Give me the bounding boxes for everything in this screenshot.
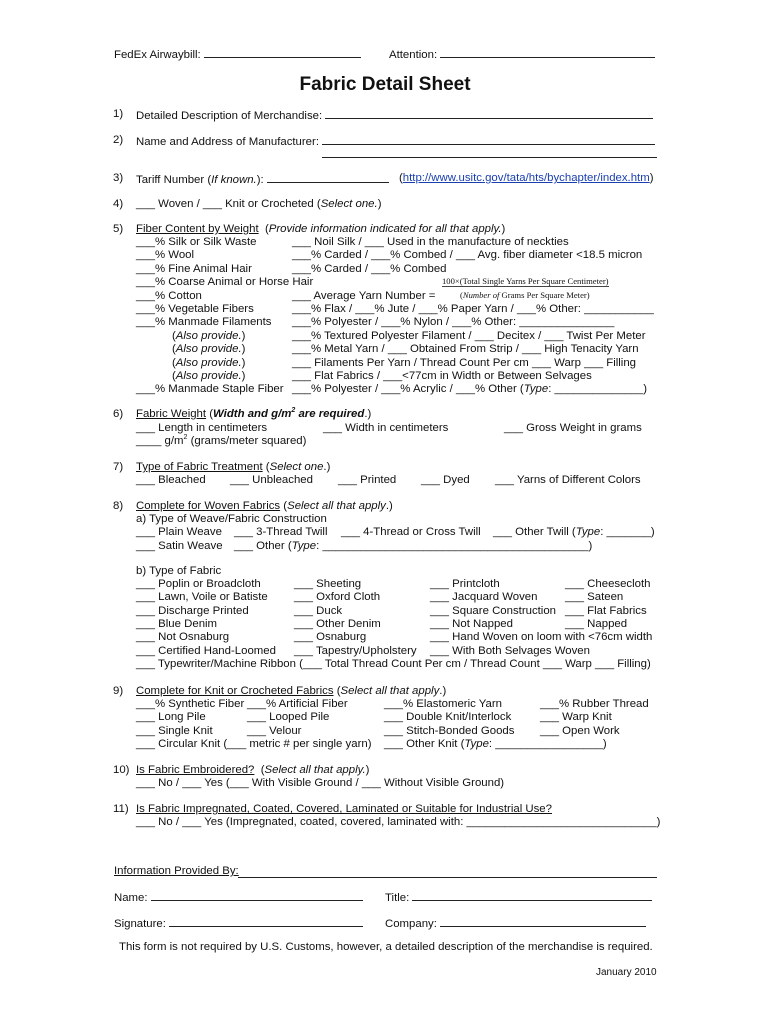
knit-instr: Select all that apply: [340, 685, 440, 697]
woven-title: Complete for Woven Fabrics: [136, 500, 281, 512]
average-yarn-number[interactable]: ___ Average Yarn Number =: [292, 290, 436, 302]
also-provide-4: (Also provide.): [172, 370, 246, 382]
section-11-number: 11): [113, 803, 129, 815]
usitc-link[interactable]: http://www.usitc.gov/tata/hts/bychapter/index.htm: [402, 172, 650, 184]
fabric-hand-woven[interactable]: ___ Hand Woven on loom with <76cm width: [430, 631, 653, 643]
form-date: January 2010: [596, 967, 657, 978]
weave-other-type: Type: [291, 540, 317, 552]
also-provide-text-4: Also provide.: [175, 370, 242, 382]
knit-long-pile[interactable]: ___ Long Pile: [136, 711, 206, 723]
name-blank[interactable]: [151, 890, 363, 901]
customs-note: This form is not required by U.S. Customs, however, a detailed description of the merchandise is required.: [119, 941, 653, 953]
fiber-fine-animal-hair[interactable]: ___% Fine Animal Hair: [136, 263, 252, 275]
section-7-number: 7): [113, 461, 124, 473]
width-cm[interactable]: ___ Width in centimeters: [323, 422, 449, 434]
name-field[interactable]: [114, 890, 363, 905]
attention-label: Attention:: [389, 49, 438, 61]
fw-sup: 2: [291, 407, 296, 415]
knit-looped-pile[interactable]: ___ Looped Pile: [247, 711, 330, 723]
fabric-printcloth[interactable]: ___ Printcloth: [430, 578, 500, 590]
fabric-lawn[interactable]: ___ Lawn, Voile or Batiste: [136, 591, 268, 603]
fw-required-a: Width and g/m: [213, 408, 292, 420]
fabric-blue-denim[interactable]: ___ Blue Denim: [136, 618, 218, 630]
woven-knit-choice[interactable]: [136, 198, 381, 211]
impregnated-heading: Is Fabric Impregnated, Coated, Covered, Laminated or Suitable for Industrial Use?: [136, 803, 552, 815]
embroidered-close: ): [365, 764, 370, 776]
fabric-weight-heading: [136, 408, 371, 421]
fiber-content-heading: [136, 223, 505, 236]
section-3-number: 3): [113, 172, 124, 184]
knit-open: (: [333, 685, 341, 697]
knit-open-work[interactable]: ___ Open Work: [540, 725, 620, 737]
fabric-not-osnaburg[interactable]: ___ Not Osnaburg: [136, 631, 230, 643]
also-provide-1: (Also provide.): [172, 330, 246, 342]
woven-knit-close: ): [377, 198, 382, 210]
section-10-number: 10): [113, 764, 130, 776]
section-8-number: 8): [113, 500, 124, 512]
knit-other-text: ___ Other Knit (: [384, 738, 465, 750]
also-provide-text-3: Also provide.: [175, 357, 242, 369]
knit-double[interactable]: ___ Double Knit/Interlock: [384, 711, 512, 723]
length-cm[interactable]: ___ Length in centimeters: [136, 422, 268, 434]
info-provided-line[interactable]: [238, 877, 657, 878]
fabric-sheeting[interactable]: ___ Sheeting: [294, 578, 362, 590]
flat-fabrics[interactable]: ___ Flat Fabrics / ___<77cm in Width or Between Selvages: [292, 370, 592, 382]
knit-warp[interactable]: ___ Warp Knit: [540, 711, 612, 723]
filaments-per-yarn[interactable]: ___ Filaments Per Yarn / Thread Count Per cm ___ Warp ___ Filling: [292, 357, 636, 369]
fabric-discharge-printed[interactable]: ___ Discharge Printed: [136, 605, 249, 617]
knit-rubber-thread[interactable]: ___% Rubber Thread: [540, 698, 649, 710]
other-twill-type: Type: [575, 526, 601, 538]
textured-polyester[interactable]: ___% Textured Polyester Filament / ___ Decitex / ___ Twist Per Meter: [292, 330, 646, 342]
fabric-sateen[interactable]: ___ Sateen: [565, 591, 624, 603]
treatment-open: (: [262, 461, 270, 473]
knit-title: Complete for Knit or Crocheted Fabrics: [136, 685, 334, 697]
fabric-tapestry[interactable]: ___ Tapestry/Upholstery: [294, 645, 417, 657]
fabric-hand-loomed[interactable]: ___ Certified Hand-Loomed: [136, 645, 276, 657]
other-twill-text: ___ Other Twill (: [493, 526, 576, 538]
knit-velour[interactable]: ___ Velour: [247, 725, 302, 737]
knit-single[interactable]: ___ Single Knit: [136, 725, 213, 737]
other-twill-blank: : _______): [600, 526, 655, 538]
company-blank[interactable]: [440, 916, 646, 927]
treatment-heading: [136, 461, 330, 474]
staple-type-blank: : ______________): [548, 383, 648, 395]
weave-plain[interactable]: ___ Plain Weave: [136, 526, 222, 538]
woven-knit-text: ___ Woven / ___ Knit or Crocheted (: [136, 198, 321, 210]
tariff-field[interactable]: [136, 172, 389, 187]
fiber-manmade-filaments[interactable]: ___% Manmade Filaments: [136, 316, 272, 328]
also-provide-3: (Also provide.): [172, 357, 246, 369]
tariff-label: Tariff Number (: [136, 174, 212, 186]
formula-denom-number: Number of: [462, 290, 500, 300]
company-label: Company:: [385, 918, 437, 930]
attention-field[interactable]: [389, 47, 655, 62]
section-1-number: 1): [113, 108, 124, 120]
knit-artificial[interactable]: ___% Artificial Fiber: [247, 698, 348, 710]
treatment-dyed[interactable]: ___ Dyed: [421, 474, 470, 486]
weave-satin[interactable]: ___ Satin Weave: [136, 540, 223, 552]
knit-elastomeric[interactable]: ___% Elastomeric Yarn: [384, 698, 502, 710]
section-9-number: 9): [113, 685, 124, 697]
weave-other-blank: : __________________________________________): [316, 540, 593, 552]
weave-4-thread-twill[interactable]: ___ 4-Thread or Cross Twill: [341, 526, 481, 538]
gsm-rest: (grams/meter squared): [187, 435, 307, 447]
embroidered-title: Is Fabric Embroidered?: [136, 764, 255, 776]
fabric-flat[interactable]: ___ Flat Fabrics: [565, 605, 647, 617]
fabric-typewriter-ribbon[interactable]: ___ Typewriter/Machine Ribbon (___ Total Thread Count Per cm / Thread Count ___ Warp ___ Filling): [136, 658, 651, 670]
weave-other-twill[interactable]: [493, 526, 655, 539]
also-provide-text-1: Also provide.: [175, 330, 242, 342]
also-provide-text-2: Also provide.: [175, 343, 242, 355]
treatment-printed[interactable]: ___ Printed: [338, 474, 397, 486]
knit-close: .): [439, 685, 447, 697]
embroidered-instr: Select all that apply.: [264, 764, 366, 776]
name-label: Name:: [114, 892, 148, 904]
cotton-flax-jute[interactable]: ___% Flax / ___% Jute / ___% Paper Yarn / ___% Other: ___________: [292, 303, 654, 315]
fw-required-b: are required: [295, 408, 365, 420]
fabric-square-construction[interactable]: ___ Square Construction: [430, 605, 557, 617]
grams-per-sq-meter[interactable]: [136, 435, 306, 448]
title-label: Title:: [385, 892, 410, 904]
woven-instr: Select all that apply: [287, 500, 386, 512]
knit-other[interactable]: [384, 738, 607, 751]
treatment-unbleached[interactable]: ___ Unbleached: [230, 474, 313, 486]
section-6-number: 6): [113, 408, 124, 420]
noil-silk[interactable]: ___ Noil Silk / ___ Used in the manufacture of neckties: [292, 236, 569, 248]
fw-open: (: [206, 408, 214, 420]
fabric-poplin[interactable]: ___ Poplin or Broadcloth: [136, 578, 261, 590]
fabric-oxford[interactable]: ___ Oxford Cloth: [294, 591, 381, 603]
page-title: Fabric Detail Sheet: [299, 74, 471, 95]
treatment-instr: Select one: [269, 461, 324, 473]
fiber-vegetable[interactable]: ___% Vegetable Fibers: [136, 303, 254, 315]
knit-other-blank: : _________________): [488, 738, 607, 750]
knit-other-type: Type: [464, 738, 489, 750]
manufacturer-blank[interactable]: [322, 134, 655, 145]
knit-stitch-bonded[interactable]: ___ Stitch-Bonded Goods: [384, 725, 515, 737]
woven-heading: [136, 500, 393, 513]
info-provided-by: Information Provided By:: [114, 865, 239, 877]
gsm-sup: 2: [183, 434, 188, 442]
fiber-manmade-staple[interactable]: ___% Manmade Staple Fiber: [136, 383, 284, 395]
tariff-blank[interactable]: [267, 172, 389, 183]
knit-synthetic[interactable]: ___% Synthetic Fiber: [136, 698, 245, 710]
attention-blank[interactable]: [440, 47, 655, 58]
tariff-link-wrap: (http://www.usitc.gov/tata/hts/bychapter/index.htm): [399, 172, 654, 184]
weave-other[interactable]: [234, 540, 592, 553]
fiber-coarse-hair[interactable]: ___% Coarse Animal or Horse Hair: [136, 276, 314, 288]
also-provide-2: (Also provide.): [172, 343, 246, 355]
company-field[interactable]: [385, 916, 646, 931]
airwaybill-field[interactable]: [114, 47, 361, 62]
staple-type: Type: [523, 383, 549, 395]
fabric-jacquard[interactable]: ___ Jacquard Woven: [430, 591, 538, 603]
fabric-osnaburg[interactable]: ___ Osnaburg: [294, 631, 367, 643]
description-field[interactable]: [136, 108, 653, 123]
manufacturer-label: Name and Address of Manufacturer:: [136, 136, 319, 148]
formula-denom-open: (: [460, 290, 463, 300]
treatment-yarns-different-colors[interactable]: ___ Yarns of Different Colors: [495, 474, 641, 486]
impregnated-options[interactable]: ___ No / ___ Yes (Impregnated, coated, covered, laminated with: ______________________________): [136, 816, 661, 828]
manufacturer-address-line[interactable]: [322, 157, 657, 158]
embroidered-open: (: [254, 764, 265, 776]
fabric-cheesecloth[interactable]: ___ Cheesecloth: [565, 578, 651, 590]
signature-label: Signature:: [114, 918, 166, 930]
select-one-note: Select one.: [320, 198, 378, 210]
weave-3-thread-twill[interactable]: ___ 3-Thread Twill: [234, 526, 328, 538]
fabric-both-selvages[interactable]: ___ With Both Selvages Woven: [430, 645, 590, 657]
fabric-napped[interactable]: ___ Napped: [565, 618, 628, 630]
tariff-label-end: ):: [256, 174, 264, 186]
treatment-close: .): [323, 461, 331, 473]
knit-heading: [136, 685, 446, 698]
fiber-instr-open: (: [258, 223, 269, 235]
section-2-number: 2): [113, 134, 124, 146]
knit-circular[interactable]: ___ Circular Knit (___ metric # per single yarn): [136, 738, 372, 750]
formula-denom-rest: Grams Per Square Meter): [499, 290, 590, 300]
embroidered-heading: [136, 764, 369, 777]
fw-close: .): [364, 408, 372, 420]
fiber-instr: Provide information indicated for all that apply.: [268, 223, 502, 235]
treatment-bleached[interactable]: ___ Bleached: [136, 474, 206, 486]
wool-carded-combed[interactable]: ___% Carded / ___% Combed / ___ Avg. fiber diameter <18.5 micron: [292, 249, 643, 261]
title-field[interactable]: [385, 890, 652, 905]
fiber-instr-close: ): [501, 223, 506, 235]
woven-open: (: [280, 500, 288, 512]
manufacturer-field[interactable]: [136, 134, 655, 149]
fine-hair-carded-combed[interactable]: ___% Carded / ___% Combed: [292, 263, 447, 275]
formula-denominator: [460, 290, 590, 300]
fiber-cotton[interactable]: ___% Cotton: [136, 290, 202, 302]
fabric-other-denim[interactable]: ___ Other Denim: [294, 618, 381, 630]
metal-yarn[interactable]: ___% Metal Yarn / ___ Obtained From Strip / ___ High Tenacity Yarn: [292, 343, 639, 355]
vegetable-polyester-nylon[interactable]: ___% Polyester / ___% Nylon / ___% Other: _______________: [292, 316, 615, 328]
formula-numerator: 100×(Total Single Yarns Per Square Centimeter): [442, 276, 609, 286]
title-blank[interactable]: [412, 890, 652, 901]
airwaybill-label: FedEx Airwaybill:: [114, 49, 201, 61]
description-blank[interactable]: [325, 108, 653, 119]
gsm-text: ____ g/m: [136, 435, 184, 447]
fabric-duck[interactable]: ___ Duck: [294, 605, 343, 617]
woven-close: .): [385, 500, 393, 512]
staple-text: ___% Polyester / ___% Acrylic / ___% Other (: [292, 383, 524, 395]
signature-field[interactable]: [114, 916, 363, 931]
signature-blank[interactable]: [169, 916, 363, 927]
airwaybill-blank[interactable]: [204, 47, 361, 58]
staple-polyester-acrylic[interactable]: [292, 383, 647, 396]
fabric-not-napped[interactable]: ___ Not Napped: [430, 618, 513, 630]
section-5-number: 5): [113, 223, 124, 235]
gross-weight[interactable]: ___ Gross Weight in grams: [504, 422, 642, 434]
section-4-number: 4): [113, 198, 124, 210]
fabric-weight-title: Fabric Weight: [136, 408, 207, 420]
treatment-title: Type of Fabric Treatment: [136, 461, 263, 473]
description-label: Detailed Description of Merchandise:: [136, 110, 323, 122]
embroidered-options[interactable]: ___ No / ___ Yes (___ With Visible Ground / ___ Without Visible Ground): [136, 777, 505, 789]
fiber-wool[interactable]: ___% Wool: [136, 249, 195, 261]
fabric-type-label: b) Type of Fabric: [136, 565, 222, 577]
weave-construction-label: a) Type of Weave/Fabric Construction: [136, 513, 327, 525]
weave-other-text: ___ Other (: [234, 540, 292, 552]
fiber-content-title: Fiber Content by Weight: [136, 223, 259, 235]
fiber-silk[interactable]: ___% Silk or Silk Waste: [136, 236, 257, 248]
tariff-if-known: If known.: [211, 174, 257, 186]
